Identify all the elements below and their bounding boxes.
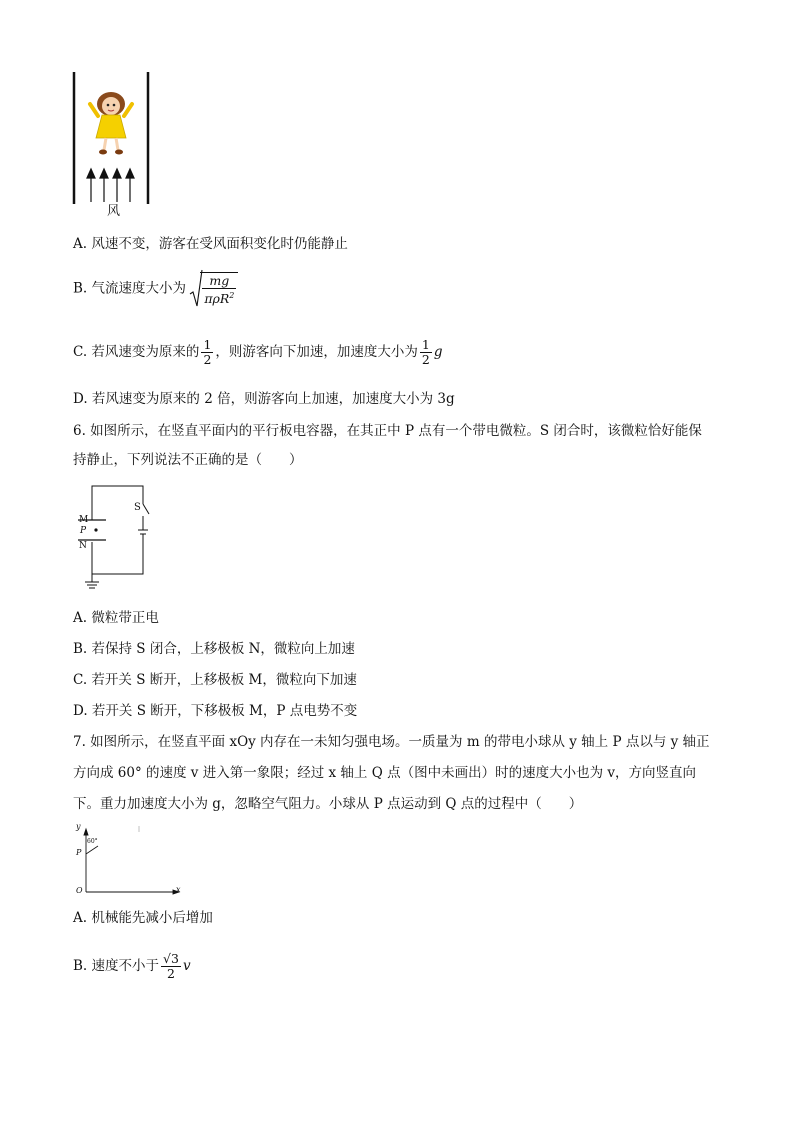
- particle-dot: [94, 528, 97, 531]
- q5-option-d: D. 若风速变为原来的 2 倍，则游客向上加速，加速度大小为 3g: [73, 391, 455, 407]
- radical-sign: [190, 270, 202, 308]
- wind-arrows: [87, 169, 134, 202]
- coordinate-figure: [72, 822, 187, 900]
- label-s: S: [134, 502, 141, 513]
- q6-stem-line1: 6. 如图所示，在竖直平面内的平行板电容器，在其正中 P 点有一个带电微粒。S 闭合时，该微粒恰好能保: [73, 423, 702, 439]
- q7-stem-line3: 下。重力加速度大小为 g，忽略空气阻力。小球从 P 点运动到 Q 点的过程中（ ）: [73, 796, 583, 812]
- q5-option-c: C. 若风速变为原来的 $\frac{1}{2}$ ，则游客向下加速，加速度大小为 $\frac{1}{2}$ g: [73, 337, 443, 367]
- q7-option-b: B. 速度不小于 $\frac{√3}{2}$ v: [73, 951, 191, 981]
- label-p: P: [76, 848, 82, 857]
- label-p: P: [80, 526, 87, 536]
- q6-stem-line2: 持静止，下列说法不正确的是（ ）: [73, 452, 303, 468]
- label-o: O: [76, 886, 83, 895]
- label-angle: 60°: [87, 838, 98, 845]
- q6-option-c: C. 若开关 S 断开，上移极板 M，微粒向下加速: [73, 672, 357, 688]
- wind-label: 风: [107, 204, 121, 219]
- wind-figure: [66, 68, 156, 218]
- q7-stem-line2: 方向成 60° 的速度 v 进入第一象限；经过 x 轴上 Q 点（图中未画出）时的速度大小也为 v，方向竖直向: [73, 765, 696, 781]
- q6-option-a: A. 微粒带正电: [73, 610, 159, 626]
- tourist-figure: [90, 92, 132, 155]
- sqrt-expression: $\frac{mg}{\pi\rho R^2}$: [190, 272, 238, 306]
- label-m: M: [79, 515, 89, 525]
- q5-option-a: A. 风速不变，游客在受风面积变化时仍能静止: [73, 236, 348, 252]
- label-x: x: [176, 885, 181, 894]
- q6-option-d: D. 若开关 S 断开，下移极板 M，P 点电势不变: [73, 703, 358, 719]
- q5-option-b: B. 气流速度大小为 $\frac{mg}{\pi\rho R^2}$: [73, 272, 238, 306]
- label-y: y: [76, 822, 81, 831]
- q7-stem-line1: 7. 如图所示，在竖直平面 xOy 内存在一未知匀强电场。一质量为 m 的带电小球从 y 轴上 P 点以与 y 轴正: [73, 734, 710, 750]
- q6-option-b: B. 若保持 S 闭合，上移极板 N，微粒向上加速: [73, 641, 355, 657]
- q7-option-a: A. 机械能先减小后增加: [73, 910, 213, 926]
- label-n: N: [79, 541, 87, 551]
- capacitor-circuit-figure: [70, 482, 160, 592]
